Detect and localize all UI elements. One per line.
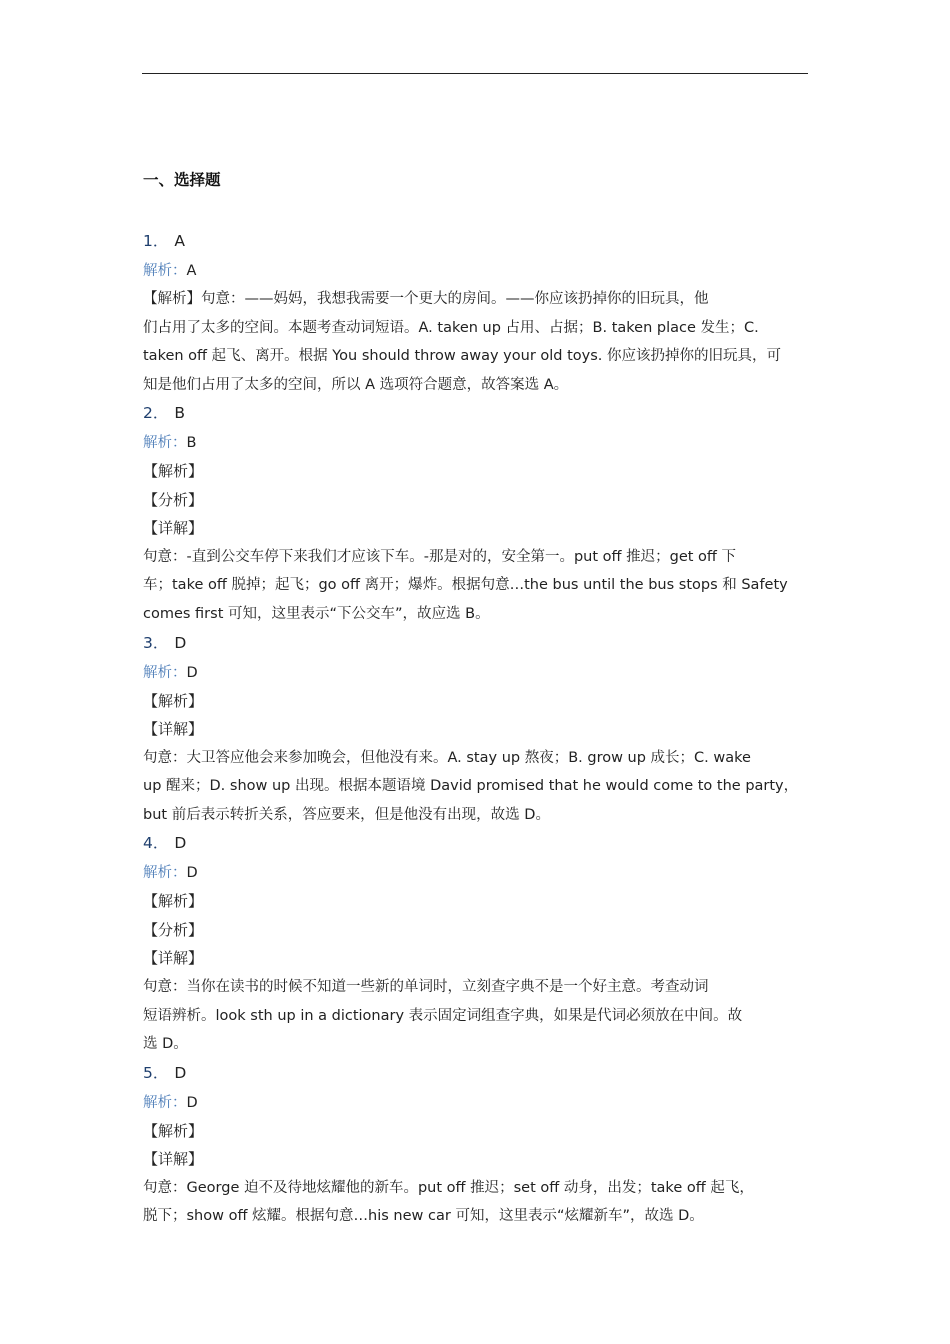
section-tag: 【详解】 xyxy=(143,720,204,739)
explanation-line: 【解析】句意：——妈妈，我想我需要一个更大的房间。——你应该扔掉你的旧玩具，他 xyxy=(143,291,709,307)
section-tag: 【详解】 xyxy=(143,1150,204,1169)
analysis-value: D xyxy=(186,1094,198,1111)
question-number-line xyxy=(143,829,811,859)
explanation-line: 句意：大卫答应他会来参加晚会，但他没有来。A. stay up 熬夜；B. grow up 成长；C. wake xyxy=(143,749,751,766)
analysis-label: 解析： xyxy=(143,1094,187,1111)
explanation-line: taken off 起飞、离开。根据 You should throw away your old toys. 你应该扔掉你的旧玩具，可 xyxy=(143,348,782,365)
section-title: 一、选择题 xyxy=(143,171,221,189)
question-item xyxy=(143,829,811,1058)
header-rule xyxy=(142,73,808,74)
analysis-line xyxy=(143,429,811,457)
explanation-line: 车；take off 脱掉；起飞；go off 离开；爆炸。根据句意…the bus until the bus stops 和 Safety xyxy=(143,577,788,594)
section-tag: 【解析】 xyxy=(143,691,204,710)
explanation-line: 们占用了太多的空间。本题考查动词短语。A. taken up 占用、占据；B. taken place 发生；C. xyxy=(143,319,759,336)
explanation-line: 句意：当你在读书的时候不知道一些新的单词时，立刻查字典不是一个好主意。考查动词 xyxy=(143,978,709,995)
analysis-value: A xyxy=(186,263,197,279)
question-number: 1． xyxy=(143,232,169,250)
section-tag: 【分析】 xyxy=(143,920,204,939)
explanation-line: comes first 可知，这里表示“下公交车”，故应选 B。 xyxy=(143,606,490,623)
question-answer: D xyxy=(174,1063,187,1082)
question-number: 5． xyxy=(143,1063,169,1082)
explanation-line: but 前后表示转折关系，答应要来，但是他没有出现，故选 D。 xyxy=(143,806,550,823)
analysis-label: 解析： xyxy=(143,263,187,279)
section-tag: 【分析】 xyxy=(143,490,204,509)
explanation-line: 知是他们占用了太多的空间，所以 A 选项符合题意，故答案选 A。 xyxy=(143,376,569,393)
question-item xyxy=(143,399,811,628)
section-tag: 【解析】 xyxy=(143,892,204,911)
analysis-value: B xyxy=(186,435,197,452)
explanation-line: 句意：George 迫不及待地炫耀他的新车。put off 推迟；set off 动身，出发；take off 起飞， xyxy=(143,1179,754,1196)
content xyxy=(143,166,811,1231)
analysis-line xyxy=(143,1089,811,1117)
analysis-line xyxy=(143,659,811,687)
analysis-label: 解析： xyxy=(143,435,187,452)
analysis-line xyxy=(143,257,811,285)
section-tag: 【解析】 xyxy=(143,1121,204,1140)
question-number-line xyxy=(143,227,811,257)
question-number: 4． xyxy=(143,834,169,853)
question-number-line xyxy=(143,629,811,659)
analysis-value: D xyxy=(186,664,198,681)
analysis-label: 解析： xyxy=(143,664,187,681)
analysis-label: 解析： xyxy=(143,865,187,882)
question-item xyxy=(143,227,811,399)
analysis-line xyxy=(143,859,811,887)
question-number-line xyxy=(143,1059,811,1089)
explanation-line: up 醒来；D. show up 出现。根据本题语境 David promised that he would come to the party， xyxy=(143,778,799,795)
question-item xyxy=(143,629,811,830)
question-answer: A xyxy=(174,232,185,250)
question-number-line xyxy=(143,399,811,429)
question-number: 3． xyxy=(143,633,169,652)
analysis-value: D xyxy=(186,865,198,882)
question-answer: D xyxy=(174,834,187,853)
explanation-line: 选 D。 xyxy=(143,1036,188,1053)
explanation-line: 短语辨析。look sth up in a dictionary 表示固定词组查字典，如果是代词必须放在中间。故 xyxy=(143,1007,743,1024)
question-number: 2． xyxy=(143,404,169,423)
question-answer: B xyxy=(174,404,186,423)
question-answer: D xyxy=(174,633,187,652)
question-item xyxy=(143,1059,811,1231)
explanation-line: 脱下；show off 炫耀。根据句意…his new car 可知，这里表示“炫耀新车”，故选 D。 xyxy=(143,1208,704,1225)
question-list xyxy=(143,227,811,1231)
section-tag: 【详解】 xyxy=(143,949,204,968)
section-tag: 【详解】 xyxy=(143,519,204,538)
explanation-line: 句意：-直到公交车停下来我们才应该下车。-那是对的，安全第一。put off 推迟；get off 下 xyxy=(143,548,737,565)
section-tag: 【解析】 xyxy=(143,462,204,481)
